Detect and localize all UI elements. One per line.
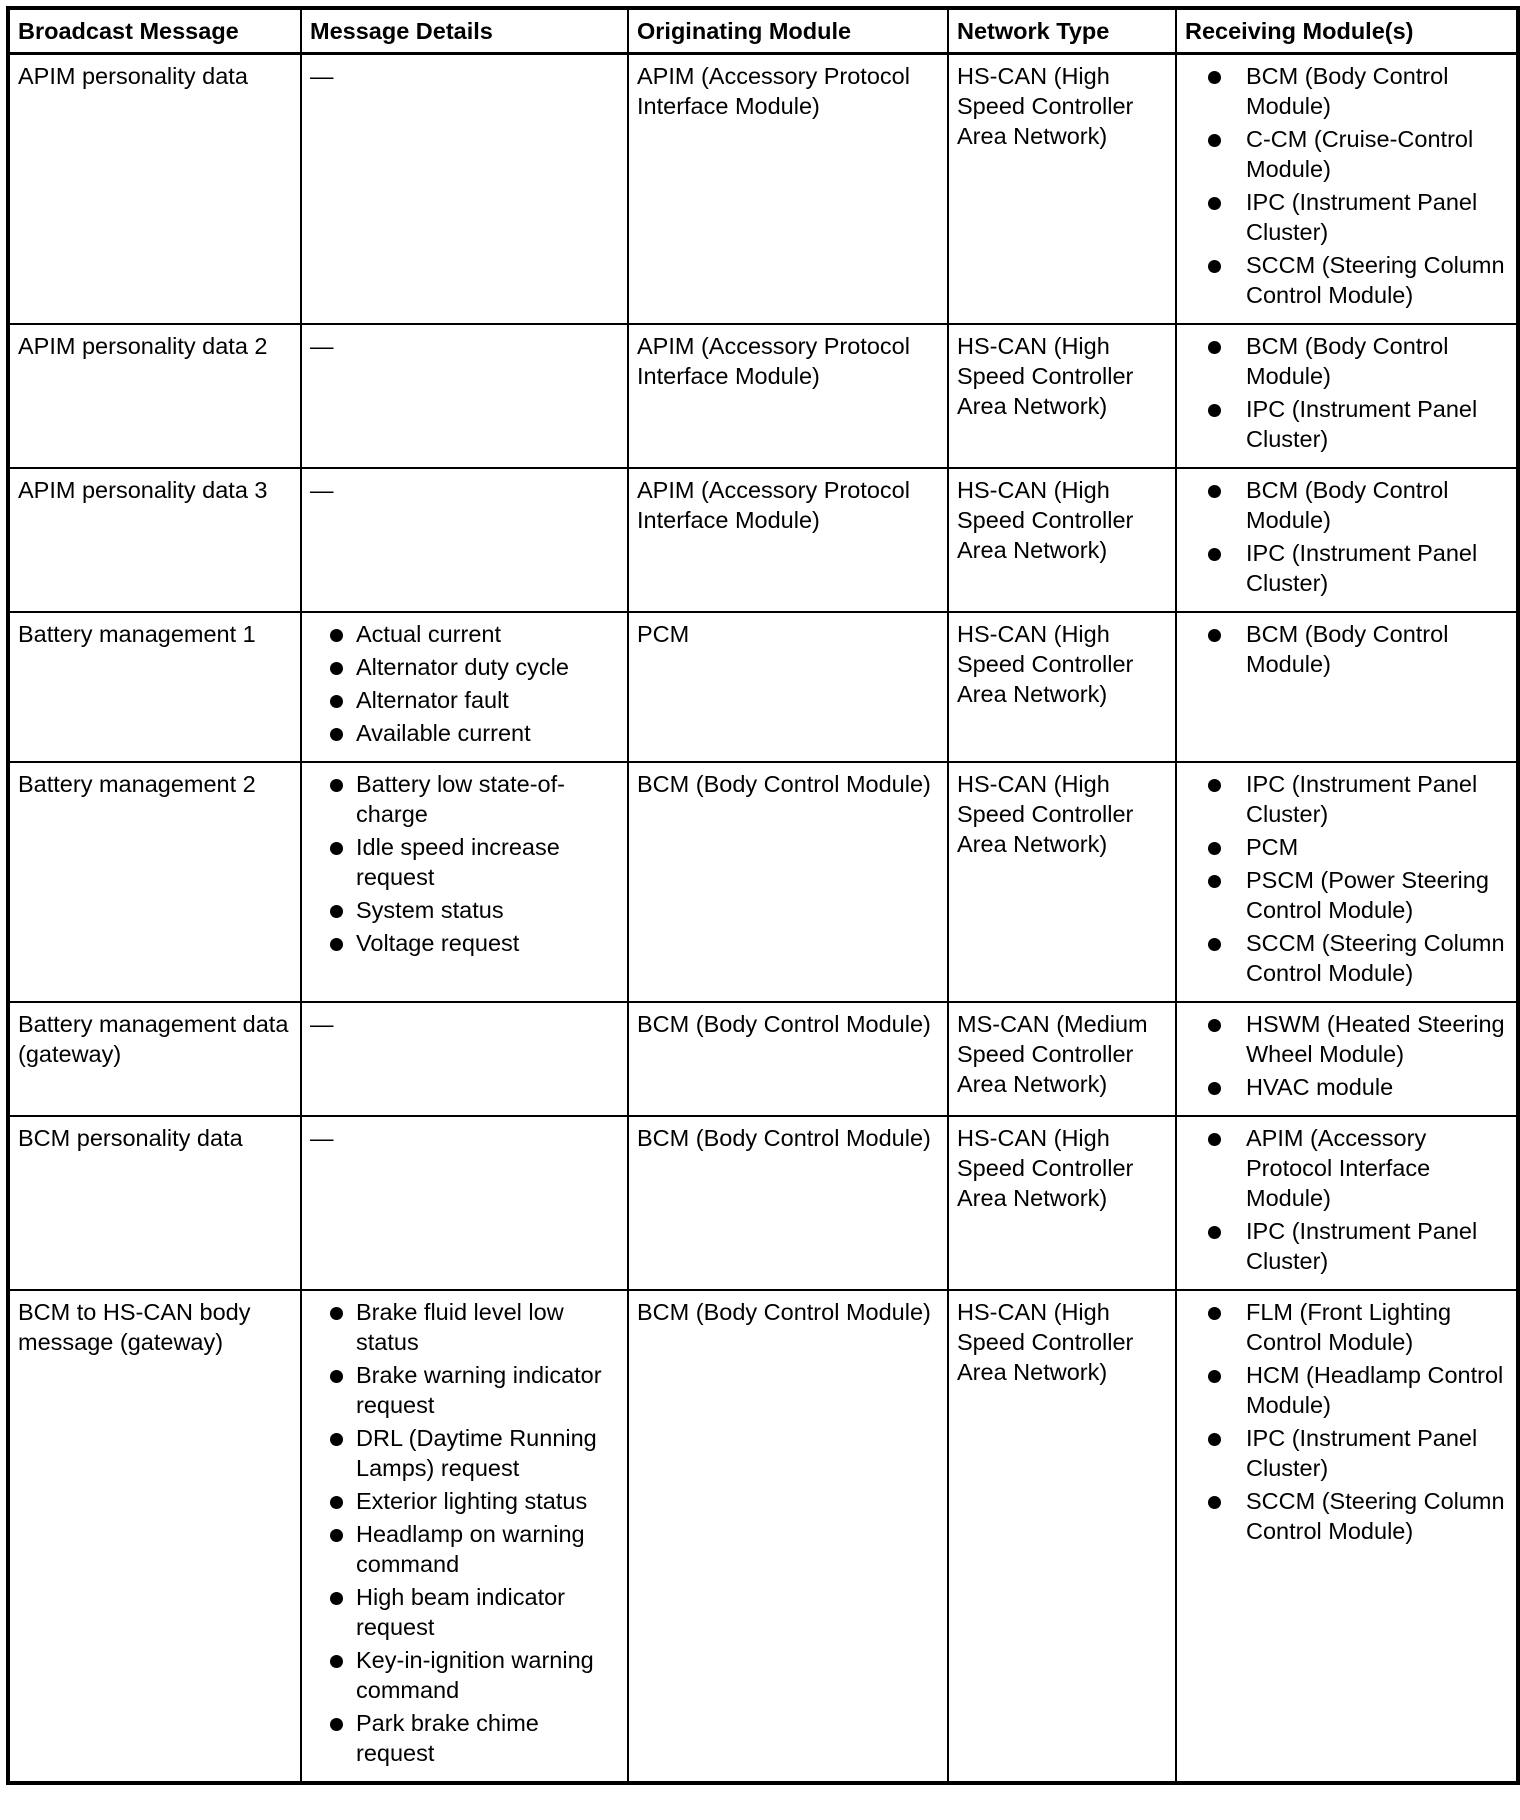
header-originating-module: Originating Module (628, 8, 948, 54)
network-type-cell: HS-CAN (High Speed Controller Area Network) (948, 612, 1176, 762)
originating-module-cell: APIM (Accessory Protocol Interface Module) (628, 54, 948, 325)
originating-module-cell: APIM (Accessory Protocol Interface Module) (628, 468, 948, 612)
receiving-modules-cell (1176, 612, 1518, 762)
receiving-module-item: HCM (Headlamp Control Module) (1185, 1360, 1508, 1420)
receiving-module-item: C-CM (Cruise-Control Module) (1185, 124, 1508, 184)
receiving-module-item-list (1185, 61, 1508, 310)
detail-list-item: Brake warning indicator request (310, 1360, 619, 1420)
table-row (8, 54, 1518, 325)
detail-list-item: Voltage request (310, 928, 619, 958)
message-details-cell (301, 612, 628, 762)
detail-list-item: System status (310, 895, 619, 925)
message-details-cell: — (301, 1002, 628, 1116)
table-row (8, 1116, 1518, 1290)
table-row (8, 762, 1518, 1002)
table-row (8, 1002, 1518, 1116)
broadcast-message-cell: BCM to HS-CAN body message (gateway) (8, 1290, 301, 1783)
receiving-module-item: IPC (Instrument Panel Cluster) (1185, 1423, 1508, 1483)
originating-module-cell: PCM (628, 612, 948, 762)
broadcast-message-cell: Battery management data (gateway) (8, 1002, 301, 1116)
receiving-module-item: FLM (Front Lighting Control Module) (1185, 1297, 1508, 1357)
receiving-modules-cell (1176, 468, 1518, 612)
network-type-cell: HS-CAN (High Speed Controller Area Network) (948, 54, 1176, 325)
receiving-modules-cell (1176, 1290, 1518, 1783)
message-details-cell: — (301, 324, 628, 468)
receiving-module-item-list (1185, 619, 1508, 679)
receiving-module-item: HSWM (Heated Steering Wheel Module) (1185, 1009, 1508, 1069)
receiving-module-item: PCM (1185, 832, 1508, 862)
receiving-module-item: IPC (Instrument Panel Cluster) (1185, 769, 1508, 829)
receiving-module-item-list (1185, 1297, 1508, 1546)
receiving-module-item: SCCM (Steering Column Control Module) (1185, 928, 1508, 988)
network-type-cell: HS-CAN (High Speed Controller Area Network) (948, 1290, 1176, 1783)
message-details-cell (301, 1290, 628, 1783)
receiving-modules-cell (1176, 1002, 1518, 1116)
detail-list-item: Idle speed increase request (310, 832, 619, 892)
broadcast-message-cell: APIM personality data 3 (8, 468, 301, 612)
table-row (8, 468, 1518, 612)
receiving-module-item: SCCM (Steering Column Control Module) (1185, 1486, 1508, 1546)
detail-list-item: High beam indicator request (310, 1582, 619, 1642)
table-row (8, 1290, 1518, 1783)
receiving-module-item: IPC (Instrument Panel Cluster) (1185, 538, 1508, 598)
receiving-modules-cell (1176, 1116, 1518, 1290)
broadcast-message-table (6, 6, 1520, 1785)
detail-list-item: Actual current (310, 619, 619, 649)
receiving-module-item: BCM (Body Control Module) (1185, 331, 1508, 391)
table-row (8, 612, 1518, 762)
detail-list-item: Key-in-ignition warning command (310, 1645, 619, 1705)
network-type-cell: HS-CAN (High Speed Controller Area Network) (948, 1116, 1176, 1290)
detail-list-item: Brake fluid level low status (310, 1297, 619, 1357)
broadcast-message-cell: APIM personality data (8, 54, 301, 325)
receiving-module-item-list (1185, 1009, 1508, 1102)
table-header-row (8, 8, 1518, 54)
network-type-cell: HS-CAN (High Speed Controller Area Network) (948, 468, 1176, 612)
detail-list-item: Headlamp on warning command (310, 1519, 619, 1579)
detail-list-item: Alternator duty cycle (310, 652, 619, 682)
detail-list-item-list (310, 769, 619, 958)
originating-module-cell: BCM (Body Control Module) (628, 1002, 948, 1116)
detail-list-item-list (310, 619, 619, 748)
receiving-module-item: HVAC module (1185, 1072, 1508, 1102)
receiving-module-item-list (1185, 331, 1508, 454)
message-details-cell: — (301, 468, 628, 612)
receiving-module-item-list (1185, 769, 1508, 988)
originating-module-cell: APIM (Accessory Protocol Interface Module) (628, 324, 948, 468)
detail-list-item: Exterior lighting status (310, 1486, 619, 1516)
receiving-module-item: APIM (Accessory Protocol Interface Module) (1185, 1123, 1508, 1213)
broadcast-message-cell: Battery management 1 (8, 612, 301, 762)
receiving-module-item: BCM (Body Control Module) (1185, 475, 1508, 535)
network-type-cell: HS-CAN (High Speed Controller Area Network) (948, 762, 1176, 1002)
receiving-module-item: PSCM (Power Steering Control Module) (1185, 865, 1508, 925)
detail-list-item: Available current (310, 718, 619, 748)
broadcast-message-cell: APIM personality data 2 (8, 324, 301, 468)
header-receiving-modules: Receiving Module(s) (1176, 8, 1518, 54)
originating-module-cell: BCM (Body Control Module) (628, 762, 948, 1002)
receiving-module-item: BCM (Body Control Module) (1185, 619, 1508, 679)
receiving-module-item: IPC (Instrument Panel Cluster) (1185, 1216, 1508, 1276)
message-details-cell: — (301, 1116, 628, 1290)
detail-list-item: DRL (Daytime Running Lamps) request (310, 1423, 619, 1483)
receiving-module-item-list (1185, 1123, 1508, 1276)
broadcast-message-cell: Battery management 2 (8, 762, 301, 1002)
receiving-module-item-list (1185, 475, 1508, 598)
detail-list-item-list (310, 1297, 619, 1768)
receiving-module-item: BCM (Body Control Module) (1185, 61, 1508, 121)
receiving-module-item: IPC (Instrument Panel Cluster) (1185, 394, 1508, 454)
header-network-type: Network Type (948, 8, 1176, 54)
originating-module-cell: BCM (Body Control Module) (628, 1116, 948, 1290)
message-details-cell (301, 762, 628, 1002)
receiving-modules-cell (1176, 762, 1518, 1002)
detail-list-item: Alternator fault (310, 685, 619, 715)
detail-list-item: Battery low state-of-charge (310, 769, 619, 829)
detail-list-item: Park brake chime request (310, 1708, 619, 1768)
receiving-module-item: IPC (Instrument Panel Cluster) (1185, 187, 1508, 247)
network-type-cell: HS-CAN (High Speed Controller Area Network) (948, 324, 1176, 468)
header-broadcast-message: Broadcast Message (8, 8, 301, 54)
table-body (8, 54, 1518, 1784)
network-type-cell: MS-CAN (Medium Speed Controller Area Network) (948, 1002, 1176, 1116)
header-message-details: Message Details (301, 8, 628, 54)
message-details-cell: — (301, 54, 628, 325)
broadcast-message-cell: BCM personality data (8, 1116, 301, 1290)
originating-module-cell: BCM (Body Control Module) (628, 1290, 948, 1783)
receiving-modules-cell (1176, 324, 1518, 468)
receiving-module-item: SCCM (Steering Column Control Module) (1185, 250, 1508, 310)
receiving-modules-cell (1176, 54, 1518, 325)
table-row (8, 324, 1518, 468)
